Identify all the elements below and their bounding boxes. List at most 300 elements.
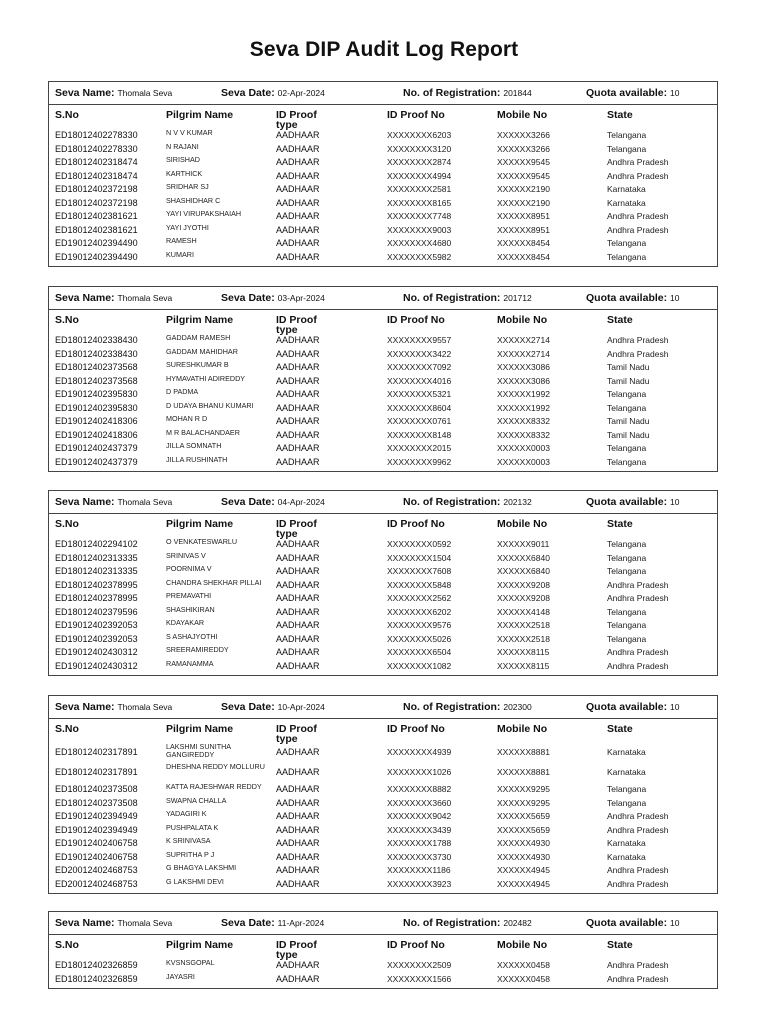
cell-pilgrim-name: YADAGIRI K bbox=[166, 809, 207, 818]
col-mobile-no: Mobile No bbox=[497, 518, 548, 530]
cell-mobile-no: XXXXXX4148 bbox=[497, 606, 550, 617]
cell-pilgrim-name: O VENKATESWARLU bbox=[166, 537, 238, 546]
cell-id-proof-type: AADHAAR bbox=[276, 402, 320, 413]
cell-state: Tamil Nadu bbox=[607, 416, 650, 426]
cell-mobile-no: XXXXXX4930 bbox=[497, 851, 550, 862]
quota-label: Quota available: bbox=[586, 496, 668, 508]
table-row bbox=[49, 348, 717, 362]
quota-field bbox=[586, 292, 680, 304]
cell-mobile-no: XXXXXX8454 bbox=[497, 251, 550, 262]
table-row bbox=[49, 224, 717, 238]
registration-field bbox=[403, 701, 532, 713]
cell-id-proof-type: AADHAAR bbox=[276, 811, 320, 821]
table-row bbox=[49, 864, 717, 878]
cell-pilgrim-name: SRIDHAR SJ bbox=[166, 182, 209, 191]
seva-name-field bbox=[55, 496, 172, 508]
table-row bbox=[49, 797, 717, 811]
seva-name-value: Thomala Seva bbox=[117, 918, 173, 928]
cell-id-proof-no: XXXXXXXX3730 bbox=[387, 851, 452, 862]
cell-mobile-no: XXXXXX0458 bbox=[497, 960, 550, 970]
cell-state: Tamil Nadu bbox=[607, 375, 650, 386]
cell-mobile-no: XXXXXX3266 bbox=[497, 143, 550, 154]
table-row bbox=[49, 210, 717, 224]
cell-sno: ED18012402338430 bbox=[55, 348, 138, 359]
seva-date-field bbox=[221, 917, 324, 929]
cell-id-proof-type: AADHAAR bbox=[276, 197, 320, 208]
cell-id-proof-type: AADHAAR bbox=[276, 606, 320, 617]
quota-value: 10 bbox=[670, 88, 680, 98]
cell-sno: ED19012402395830 bbox=[55, 389, 138, 399]
registration-label: No. of Registration: bbox=[403, 496, 501, 508]
cell-sno: ED19012402392053 bbox=[55, 620, 138, 630]
cell-id-proof-no: XXXXXXXX1186 bbox=[387, 865, 451, 875]
cell-id-proof-type: AADHAAR bbox=[276, 238, 320, 248]
cell-id-proof-no: XXXXXXXX8604 bbox=[387, 402, 452, 413]
cell-state: Telangana bbox=[607, 402, 647, 413]
cell-sno: ED19012402406758 bbox=[55, 851, 138, 862]
cell-state: Telangana bbox=[607, 566, 647, 576]
cell-id-proof-no: XXXXXXXX5321 bbox=[387, 389, 452, 399]
col-sno: S.No bbox=[55, 518, 79, 530]
registration-value: 201712 bbox=[503, 293, 532, 303]
cell-pilgrim-name: N V V KUMAR bbox=[166, 128, 213, 137]
cell-state: Andhra Pradesh bbox=[607, 157, 669, 167]
cell-mobile-no: XXXXXX4945 bbox=[497, 878, 550, 889]
cell-pilgrim-name: KATTA RAJESHWAR REDDY bbox=[166, 782, 262, 791]
cell-state: Telangana bbox=[607, 251, 647, 262]
col-id-proof-type-line1: ID Proof bbox=[276, 314, 317, 326]
cell-sno: ED19012402430312 bbox=[55, 647, 138, 657]
seva-name-label: Seva Name: bbox=[55, 917, 115, 929]
table-row bbox=[49, 565, 717, 579]
cell-mobile-no: XXXXXX8115 bbox=[497, 647, 550, 657]
cell-mobile-no: XXXXXX1992 bbox=[497, 389, 550, 399]
cell-pilgrim-name: G LAKSHMI DEVI bbox=[166, 876, 224, 886]
cell-sno: ED18012402338430 bbox=[55, 335, 138, 345]
cell-state: Andhra Pradesh bbox=[607, 878, 669, 889]
table-row bbox=[49, 837, 717, 851]
cell-mobile-no: XXXXXX6840 bbox=[497, 566, 550, 576]
cell-sno: ED18012402313335 bbox=[55, 552, 138, 563]
col-id-proof-type-line2: type bbox=[276, 119, 298, 131]
quota-value: 10 bbox=[670, 702, 680, 712]
cell-sno: ED19012402430312 bbox=[55, 660, 138, 671]
seva-date-field bbox=[221, 496, 325, 508]
cell-state: Andhra Pradesh bbox=[607, 824, 669, 835]
cell-id-proof-no: XXXXXXXX2874 bbox=[387, 157, 452, 167]
seva-name-field bbox=[55, 292, 172, 304]
cell-mobile-no: XXXXXX9208 bbox=[497, 579, 550, 590]
cell-sno: ED18012402326859 bbox=[55, 973, 138, 984]
cell-state: Andhra Pradesh bbox=[607, 593, 669, 603]
cell-state: Telangana bbox=[607, 238, 647, 248]
cell-mobile-no: XXXXXX2714 bbox=[497, 335, 550, 345]
cell-mobile-no: XXXXXX0003 bbox=[497, 456, 550, 467]
seva-name-label: Seva Name: bbox=[55, 701, 115, 713]
cell-state: Tamil Nadu bbox=[607, 362, 650, 372]
cell-id-proof-no: XXXXXXXX3422 bbox=[387, 348, 452, 359]
registration-field bbox=[403, 292, 532, 304]
cell-id-proof-type: AADHAAR bbox=[276, 647, 320, 657]
cell-mobile-no: XXXXXX8454 bbox=[497, 238, 550, 248]
cell-pilgrim-name: POORNIMA V bbox=[166, 564, 212, 573]
cell-id-proof-type: AADHAAR bbox=[276, 335, 320, 345]
registration-label: No. of Registration: bbox=[403, 87, 501, 99]
cell-id-proof-type: AADHAAR bbox=[276, 579, 320, 590]
cell-state: Telangana bbox=[607, 552, 647, 563]
cell-pilgrim-name: HYMAVATHI ADIREDDY bbox=[166, 373, 246, 383]
cell-id-proof-no: XXXXXXXX2562 bbox=[387, 593, 452, 603]
table-row bbox=[49, 237, 717, 251]
cell-id-proof-type: AADHAAR bbox=[276, 784, 320, 794]
cell-id-proof-type: AADHAAR bbox=[276, 429, 320, 440]
seva-name-value: Thomala Seva bbox=[117, 497, 173, 507]
table-row bbox=[49, 388, 717, 402]
cell-id-proof-type: AADHAAR bbox=[276, 593, 320, 603]
cell-id-proof-type: AADHAAR bbox=[276, 170, 320, 181]
cell-sno: ED18012402379596 bbox=[55, 606, 138, 617]
cell-state: Karnataka bbox=[607, 767, 646, 777]
col-id-proof-no: ID Proof No bbox=[387, 109, 445, 121]
cell-id-proof-no: XXXXXXXX1504 bbox=[387, 552, 452, 563]
cell-id-proof-type: AADHAAR bbox=[276, 224, 320, 235]
cell-id-proof-no: XXXXXXXX4016 bbox=[387, 375, 452, 386]
table-row bbox=[49, 878, 717, 892]
cell-mobile-no: XXXXXX5659 bbox=[497, 811, 550, 821]
cell-mobile-no: XXXXXX8881 bbox=[497, 747, 550, 757]
cell-id-proof-no: XXXXXXXX8148 bbox=[387, 429, 452, 440]
cell-id-proof-no: XXXXXXXX9576 bbox=[387, 620, 452, 630]
table-row bbox=[49, 415, 717, 429]
cell-sno: ED19012402418306 bbox=[55, 429, 138, 440]
table-row bbox=[49, 633, 717, 647]
cell-mobile-no: XXXXXX9295 bbox=[497, 797, 550, 808]
col-id-proof-type-line1: ID Proof bbox=[276, 723, 317, 735]
cell-sno: ED18012402372198 bbox=[55, 197, 138, 208]
col-id-proof-type bbox=[276, 940, 317, 960]
quota-value: 10 bbox=[670, 293, 680, 303]
table-row bbox=[49, 810, 717, 824]
cell-pilgrim-name: JAYASRI bbox=[166, 971, 195, 981]
cell-state: Andhra Pradesh bbox=[607, 660, 669, 671]
cell-id-proof-type: AADHAAR bbox=[276, 552, 320, 563]
cell-state: Telangana bbox=[607, 443, 647, 453]
cell-id-proof-no: XXXXXXXX9557 bbox=[387, 335, 452, 345]
seva-name-label: Seva Name: bbox=[55, 87, 115, 99]
cell-id-proof-no: XXXXXXXX3660 bbox=[387, 797, 452, 808]
cell-mobile-no: XXXXXX2190 bbox=[497, 184, 550, 194]
cell-pilgrim-name: KDAYAKAR bbox=[166, 618, 205, 627]
quota-field bbox=[586, 496, 680, 508]
cell-mobile-no: XXXXXX3086 bbox=[497, 375, 550, 386]
registration-value: 202300 bbox=[503, 702, 532, 712]
cell-sno: ED19012402437379 bbox=[55, 443, 138, 453]
cell-sno: ED18012402294102 bbox=[55, 539, 138, 549]
cell-id-proof-type: AADHAAR bbox=[276, 443, 320, 453]
col-id-proof-type bbox=[276, 519, 317, 539]
col-state: State bbox=[607, 723, 633, 735]
table-row bbox=[49, 619, 717, 633]
seva-block bbox=[48, 286, 718, 472]
table-row bbox=[49, 973, 717, 987]
seva-name-field bbox=[55, 87, 172, 99]
cell-state: Andhra Pradesh bbox=[607, 211, 669, 221]
cell-id-proof-no: XXXXXXXX6504 bbox=[387, 647, 452, 657]
table-body bbox=[49, 334, 717, 471]
cell-sno: ED19012402394949 bbox=[55, 811, 138, 821]
cell-state: Telangana bbox=[607, 130, 647, 140]
seva-name-value: Thomala Seva bbox=[117, 702, 173, 712]
col-sno: S.No bbox=[55, 314, 79, 326]
cell-state: Karnataka bbox=[607, 197, 646, 208]
seva-name-value: Thomala Seva bbox=[117, 293, 173, 303]
cell-sno: ED19012402406758 bbox=[55, 838, 138, 848]
col-id-proof-no: ID Proof No bbox=[387, 314, 445, 326]
table-row bbox=[49, 170, 717, 184]
col-pilgrim-name: Pilgrim Name bbox=[166, 939, 234, 951]
cell-id-proof-type: AADHAAR bbox=[276, 184, 320, 194]
table-row bbox=[49, 824, 717, 838]
cell-id-proof-no: XXXXXXXX4994 bbox=[387, 170, 452, 181]
quota-label: Quota available: bbox=[586, 701, 668, 713]
registration-label: No. of Registration: bbox=[403, 292, 501, 304]
cell-pilgrim-name: YAYI JYOTHI bbox=[166, 222, 209, 232]
cell-id-proof-type: AADHAAR bbox=[276, 157, 320, 167]
cell-sno: ED18012402326859 bbox=[55, 960, 138, 970]
table-row bbox=[49, 579, 717, 593]
cell-state: Karnataka bbox=[607, 851, 646, 862]
registration-value: 202482 bbox=[503, 918, 532, 928]
table-row bbox=[49, 251, 717, 265]
table-row bbox=[49, 959, 717, 973]
col-id-proof-type-line2: type bbox=[276, 324, 298, 336]
col-pilgrim-name: Pilgrim Name bbox=[166, 109, 234, 121]
cell-id-proof-no: XXXXXXXX1026 bbox=[387, 767, 452, 777]
cell-pilgrim-name: KUMARI bbox=[166, 249, 194, 259]
quota-field bbox=[586, 701, 680, 713]
table-row bbox=[49, 851, 717, 865]
seva-block bbox=[48, 490, 718, 676]
column-headers bbox=[49, 310, 717, 334]
col-state: State bbox=[607, 939, 633, 951]
cell-id-proof-type: AADHAAR bbox=[276, 838, 320, 848]
cell-id-proof-no: XXXXXXXX7748 bbox=[387, 211, 452, 221]
cell-id-proof-no: XXXXXXXX4939 bbox=[387, 747, 452, 757]
cell-id-proof-type: AADHAAR bbox=[276, 456, 320, 467]
cell-mobile-no: XXXXXX2518 bbox=[497, 633, 550, 644]
cell-sno: ED19012402395830 bbox=[55, 402, 138, 413]
cell-id-proof-no: XXXXXXXX0761 bbox=[387, 416, 452, 426]
cell-mobile-no: XXXXXX3086 bbox=[497, 362, 550, 372]
cell-state: Andhra Pradesh bbox=[607, 224, 669, 235]
quota-label: Quota available: bbox=[586, 87, 668, 99]
cell-state: Andhra Pradesh bbox=[607, 170, 669, 181]
table-row bbox=[49, 763, 717, 783]
cell-id-proof-type: AADHAAR bbox=[276, 143, 320, 154]
cell-id-proof-no: XXXXXXXX5026 bbox=[387, 633, 452, 644]
column-headers bbox=[49, 105, 717, 129]
cell-sno: ED20012402468753 bbox=[55, 865, 138, 875]
cell-pilgrim-name: SRINIVAS V bbox=[166, 550, 206, 560]
cell-sno: ED19012402392053 bbox=[55, 633, 138, 644]
table-row bbox=[49, 660, 717, 674]
cell-id-proof-type: AADHAAR bbox=[276, 973, 320, 984]
cell-state: Telangana bbox=[607, 633, 647, 644]
table-row bbox=[49, 552, 717, 566]
registration-value: 202132 bbox=[503, 497, 532, 507]
cell-mobile-no: XXXXXX8332 bbox=[497, 429, 550, 440]
cell-state: Andhra Pradesh bbox=[607, 811, 669, 821]
col-sno: S.No bbox=[55, 109, 79, 121]
cell-mobile-no: XXXXXX4930 bbox=[497, 838, 550, 848]
cell-id-proof-no: XXXXXXXX7608 bbox=[387, 566, 452, 576]
cell-id-proof-type: AADHAAR bbox=[276, 797, 320, 808]
cell-id-proof-no: XXXXXXXX8165 bbox=[387, 197, 452, 208]
seva-date-label: Seva Date: bbox=[221, 292, 275, 304]
cell-sno: ED18012402373508 bbox=[55, 784, 138, 794]
seva-block bbox=[48, 695, 718, 894]
seva-block bbox=[48, 911, 718, 989]
cell-id-proof-no: XXXXXXXX2509 bbox=[387, 960, 452, 970]
cell-id-proof-no: XXXXXXXX3923 bbox=[387, 878, 452, 889]
col-mobile-no: Mobile No bbox=[497, 314, 548, 326]
col-id-proof-type-line2: type bbox=[276, 528, 298, 540]
cell-id-proof-no: XXXXXXXX6202 bbox=[387, 606, 452, 617]
cell-state: Andhra Pradesh bbox=[607, 335, 669, 345]
table-body bbox=[49, 959, 717, 988]
cell-pilgrim-name: SHASHIKIRAN bbox=[166, 604, 215, 614]
col-id-proof-no: ID Proof No bbox=[387, 723, 445, 735]
cell-id-proof-type: AADHAAR bbox=[276, 660, 320, 671]
cell-state: Andhra Pradesh bbox=[607, 647, 669, 657]
cell-id-proof-type: AADHAAR bbox=[276, 824, 320, 835]
cell-sno: ED18012402378995 bbox=[55, 593, 138, 603]
table-body bbox=[49, 129, 717, 266]
seva-name-label: Seva Name: bbox=[55, 496, 115, 508]
cell-mobile-no: XXXXXX9011 bbox=[497, 539, 550, 549]
cell-pilgrim-name: KARTHICK bbox=[166, 168, 203, 178]
cell-state: Andhra Pradesh bbox=[607, 960, 669, 970]
registration-field bbox=[403, 917, 532, 929]
cell-id-proof-type: AADHAAR bbox=[276, 747, 320, 757]
cell-sno: ED19012402418306 bbox=[55, 416, 138, 426]
col-state: State bbox=[607, 518, 633, 530]
table-row bbox=[49, 129, 717, 143]
col-id-proof-type-line2: type bbox=[276, 733, 298, 745]
cell-id-proof-type: AADHAAR bbox=[276, 416, 320, 426]
cell-pilgrim-name: DHESHNA REDDY MOLLURU bbox=[166, 762, 265, 771]
cell-id-proof-no: XXXXXXXX7092 bbox=[387, 362, 452, 372]
cell-mobile-no: XXXXXX9545 bbox=[497, 170, 550, 181]
table-row bbox=[49, 429, 717, 443]
cell-state: Telangana bbox=[607, 606, 647, 617]
cell-pilgrim-name: SHASHIDHAR C bbox=[166, 195, 221, 205]
table-row bbox=[49, 456, 717, 470]
col-id-proof-type bbox=[276, 724, 317, 744]
cell-mobile-no: XXXXXX1992 bbox=[497, 402, 550, 413]
cell-id-proof-type: AADHAAR bbox=[276, 389, 320, 399]
col-pilgrim-name: Pilgrim Name bbox=[166, 518, 234, 530]
table-row bbox=[49, 783, 717, 797]
cell-sno: ED20012402468753 bbox=[55, 878, 138, 889]
cell-state: Andhra Pradesh bbox=[607, 865, 669, 875]
cell-sno: ED18012402317891 bbox=[55, 747, 138, 757]
seva-date-label: Seva Date: bbox=[221, 701, 275, 713]
col-id-proof-type-line2: type bbox=[276, 949, 298, 961]
col-id-proof-type bbox=[276, 110, 317, 130]
cell-sno: ED18012402373568 bbox=[55, 375, 138, 386]
cell-sno: ED18012402278330 bbox=[55, 130, 138, 140]
table-row bbox=[49, 197, 717, 211]
registration-label: No. of Registration: bbox=[403, 917, 501, 929]
report-title: Seva DIP Audit Log Report bbox=[249, 38, 519, 61]
col-id-proof-no: ID Proof No bbox=[387, 518, 445, 530]
cell-mobile-no: XXXXXX3266 bbox=[497, 130, 550, 140]
col-id-proof-type bbox=[276, 315, 317, 335]
cell-sno: ED18012402372198 bbox=[55, 184, 138, 194]
registration-value: 201844 bbox=[503, 88, 532, 98]
cell-pilgrim-name: PREMAVATHI bbox=[166, 591, 212, 600]
quota-value: 10 bbox=[670, 497, 680, 507]
table-row bbox=[49, 375, 717, 389]
seva-date-value: 04-Apr-2024 bbox=[277, 497, 325, 507]
cell-pilgrim-name: K SRINIVASA bbox=[166, 836, 211, 845]
cell-id-proof-no: XXXXXXXX3439 bbox=[387, 824, 452, 835]
cell-mobile-no: XXXXXX5659 bbox=[497, 824, 550, 835]
cell-mobile-no: XXXXXX2518 bbox=[497, 620, 550, 630]
cell-sno: ED18012402318474 bbox=[55, 157, 138, 167]
cell-sno: ED19012402394490 bbox=[55, 251, 138, 262]
seva-block bbox=[48, 81, 718, 267]
cell-state: Telangana bbox=[607, 389, 647, 399]
col-id-proof-type-line1: ID Proof bbox=[276, 939, 317, 951]
cell-mobile-no: XXXXXX4945 bbox=[497, 865, 550, 875]
cell-id-proof-type: AADHAAR bbox=[276, 211, 320, 221]
cell-id-proof-no: XXXXXXXX1788 bbox=[387, 838, 452, 848]
cell-mobile-no: XXXXXX0458 bbox=[497, 973, 550, 984]
cell-state: Andhra Pradesh bbox=[607, 579, 669, 590]
col-mobile-no: Mobile No bbox=[497, 109, 548, 121]
seva-block-header bbox=[49, 912, 717, 935]
cell-mobile-no: XXXXXX8332 bbox=[497, 416, 550, 426]
cell-state: Telangana bbox=[607, 620, 647, 630]
cell-id-proof-no: XXXXXXXX8882 bbox=[387, 784, 452, 794]
cell-id-proof-type: AADHAAR bbox=[276, 767, 320, 777]
cell-pilgrim-name: MOHAN R D bbox=[166, 414, 208, 423]
cell-sno: ED18012402381621 bbox=[55, 224, 138, 235]
cell-pilgrim-name: SUPRITHA P J bbox=[166, 849, 215, 859]
table-row bbox=[49, 143, 717, 157]
cell-state: Telangana bbox=[607, 456, 647, 467]
table-row bbox=[49, 402, 717, 416]
seva-date-value: 10-Apr-2024 bbox=[277, 702, 325, 712]
cell-pilgrim-name: RAMESH bbox=[166, 236, 197, 245]
cell-pilgrim-name: G BHAGYA LAKSHMI bbox=[166, 863, 237, 872]
table-row bbox=[49, 183, 717, 197]
table-body bbox=[49, 743, 717, 893]
cell-sno: ED18012402373568 bbox=[55, 362, 138, 372]
cell-state: Andhra Pradesh bbox=[607, 973, 669, 984]
col-state: State bbox=[607, 314, 633, 326]
cell-pilgrim-name: GADDAM RAMESH bbox=[166, 333, 231, 342]
table-row bbox=[49, 538, 717, 552]
cell-sno: ED19012402394490 bbox=[55, 238, 138, 248]
cell-id-proof-type: AADHAAR bbox=[276, 878, 320, 889]
seva-date-value: 03-Apr-2024 bbox=[277, 293, 325, 303]
cell-state: Tamil Nadu bbox=[607, 429, 650, 440]
cell-id-proof-type: AADHAAR bbox=[276, 348, 320, 359]
cell-sno: ED19012402437379 bbox=[55, 456, 138, 467]
